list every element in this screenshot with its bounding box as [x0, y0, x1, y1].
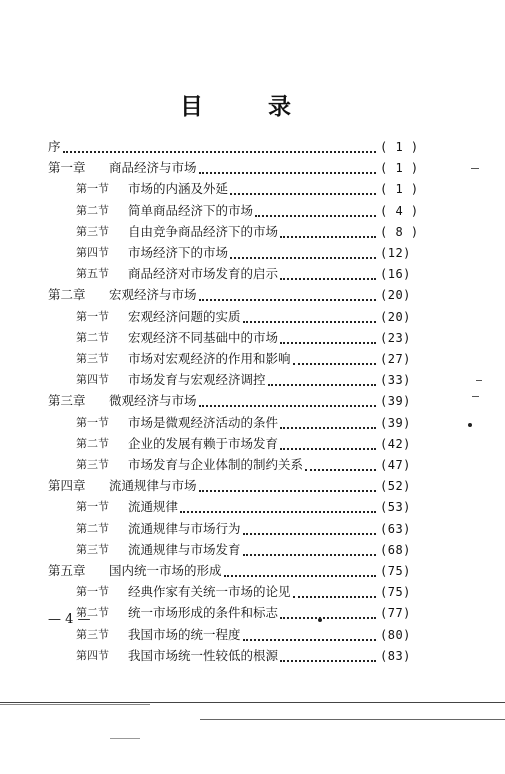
chapter-label: 第三章	[48, 393, 86, 409]
section-label: 第一节	[76, 500, 109, 514]
section-label: 第一节	[76, 309, 109, 323]
toc-chapter-row	[0, 284, 505, 306]
toc-chapter-row	[0, 560, 505, 582]
dot-leader	[243, 639, 376, 641]
toc-section-row	[0, 221, 505, 243]
dot-leader	[199, 299, 376, 301]
toc-preface-row	[0, 136, 505, 158]
toc-chapter-row	[0, 475, 505, 497]
scan-dot	[318, 618, 322, 622]
section-title: 宏观经济问题的实质	[128, 308, 241, 324]
toc-section-row	[0, 518, 505, 540]
section-label: 第三节	[76, 224, 109, 238]
page-ref: (33)	[380, 373, 411, 388]
page-ref: (83)	[380, 648, 411, 663]
dot-leader	[305, 469, 376, 471]
page-ref: (27)	[380, 352, 411, 366]
section-title: 流通规律与市场发育	[128, 541, 241, 557]
section-label: 第五节	[76, 267, 109, 281]
toc-section-row	[0, 178, 505, 200]
scan-edge-line	[0, 704, 150, 705]
section-label: 第二节	[76, 203, 109, 217]
toc-section-row	[0, 645, 505, 667]
page-number: — 4 —	[48, 612, 91, 627]
page-ref: ( 8 )	[380, 224, 419, 239]
section-title: 经典作家有关统一市场的论见	[128, 584, 291, 600]
toc-section-row	[0, 581, 505, 603]
chapter-label: 第四章	[48, 478, 86, 494]
dot-leader	[199, 490, 376, 492]
toc-section-row	[0, 539, 505, 561]
page-ref: (47)	[380, 458, 411, 472]
section-label: 第二节	[76, 606, 109, 620]
section-label: 第三节	[76, 542, 109, 556]
toc-section-row	[0, 454, 505, 476]
toc-section-row	[0, 412, 505, 434]
section-label: 第二节	[76, 330, 109, 344]
toc-chapter-row	[0, 157, 505, 179]
section-title: 宏观经济不同基础中的市场	[128, 329, 279, 345]
page-ref: (23)	[380, 330, 411, 345]
section-label: 第一节	[76, 182, 109, 196]
chapter-label: 第一章	[48, 160, 86, 176]
page-ref: ( 1 )	[380, 161, 419, 176]
section-title: 市场的内涵及外延	[128, 181, 229, 197]
page-ref: (12)	[380, 246, 411, 260]
section-label: 第三节	[76, 627, 109, 641]
section-title: 企业的发展有赖于市场发育	[128, 435, 279, 451]
section-label: 第二节	[76, 521, 109, 535]
dot-leader	[63, 151, 376, 153]
section-label: 第三节	[76, 352, 109, 365]
dot-leader	[224, 575, 376, 577]
page-ref: ( 4 )	[380, 203, 419, 218]
section-title: 统一市场形成的条件和标志	[128, 605, 279, 621]
toc-section-row	[0, 348, 505, 370]
scan-edge-line	[200, 719, 505, 720]
toc-section-row	[0, 306, 505, 328]
scan-speck	[476, 380, 482, 381]
page-ref: (68)	[380, 542, 411, 557]
section-title: 市场发育与企业体制的制约关系	[128, 457, 304, 472]
dot-leader	[280, 278, 376, 280]
dot-leader	[230, 193, 376, 195]
section-label: 第二节	[76, 436, 109, 450]
dot-leader	[243, 554, 376, 556]
chapter-title: 宏观经济与市场	[109, 287, 197, 303]
toc-section-row	[0, 242, 505, 264]
toc-chapter-row	[0, 390, 505, 412]
dot-leader	[280, 236, 376, 238]
section-label: 第一节	[76, 585, 109, 599]
section-title: 流通规律与市场行为	[128, 520, 241, 536]
page-ref: (63)	[380, 521, 411, 536]
chapter-title: 商品经济与市场	[109, 160, 197, 176]
dot-leader	[255, 215, 376, 217]
section-title: 简单商品经济下的市场	[128, 202, 254, 218]
section-title: 我国市场的统一程度	[128, 626, 241, 642]
section-label: 第三节	[76, 458, 109, 471]
scan-edge-line	[0, 702, 505, 703]
section-label: 第一节	[76, 415, 109, 429]
dot-leader	[230, 257, 376, 259]
page-ref: (75)	[380, 564, 411, 578]
page-ref: ( 1 )	[380, 182, 419, 197]
chapter-label: 第二章	[48, 287, 86, 303]
dot-leader	[199, 405, 376, 407]
section-title: 市场对宏观经济的作用和影响	[128, 351, 291, 366]
page-ref: (52)	[380, 479, 411, 494]
section-label: 第四节	[76, 246, 109, 259]
page-ref: (39)	[380, 394, 411, 409]
scan-speck	[472, 396, 479, 397]
page-ref: (80)	[380, 627, 411, 642]
page-title	[0, 92, 505, 122]
dot-leader	[280, 427, 376, 429]
page-ref: (39)	[380, 415, 411, 430]
page-ref: (16)	[380, 267, 411, 282]
dot-leader	[280, 448, 376, 450]
toc-section-row	[0, 200, 505, 222]
page-ref: ( 1 )	[380, 140, 419, 154]
dot-leader	[243, 321, 376, 323]
page-ref: (75)	[380, 585, 411, 600]
section-title: 商品经济对市场发育的启示	[128, 266, 279, 282]
chapter-title: 流通规律与市场	[109, 478, 197, 494]
dot-leader	[243, 533, 376, 535]
dot-leader	[293, 363, 376, 365]
page-ref: (42)	[380, 436, 411, 451]
dot-leader	[280, 342, 376, 344]
toc-section-row	[0, 263, 505, 285]
toc-section-row	[0, 433, 505, 455]
preface-title: 序	[48, 139, 61, 154]
dot-leader	[280, 617, 376, 619]
title-char-1: 目	[180, 94, 203, 120]
section-label: 第四节	[76, 373, 109, 387]
dot-leader	[280, 660, 376, 662]
dot-leader	[293, 596, 376, 598]
page-ref: (20)	[380, 309, 411, 324]
page-ref: (20)	[380, 288, 411, 303]
toc-section-row	[0, 496, 505, 518]
scan-dot	[468, 423, 472, 427]
dot-leader	[199, 172, 376, 174]
scan-edge-line	[110, 738, 140, 739]
section-title: 市场发育与宏观经济调控	[128, 372, 266, 388]
toc-section-row	[0, 327, 505, 349]
section-title: 市场是微观经济活动的条件	[128, 414, 279, 430]
section-title: 市场经济下的市场	[128, 245, 229, 260]
section-label: 第四节	[76, 648, 109, 662]
chapter-title: 微观经济与市场	[109, 393, 197, 409]
section-title: 自由竞争商品经济下的市场	[128, 223, 279, 239]
toc-section-row	[0, 369, 505, 391]
section-title: 我国市场统一性较低的根源	[128, 647, 279, 663]
page-ref: (77)	[380, 606, 411, 621]
chapter-title: 国内统一市场的形成	[109, 563, 222, 578]
section-title: 流通规律	[128, 499, 179, 515]
dot-leader	[180, 511, 376, 513]
dot-leader	[268, 384, 376, 386]
scan-speck	[471, 168, 479, 169]
page-ref: (53)	[380, 500, 411, 515]
title-char-2: 录	[268, 94, 291, 120]
chapter-label: 第五章	[48, 563, 86, 578]
